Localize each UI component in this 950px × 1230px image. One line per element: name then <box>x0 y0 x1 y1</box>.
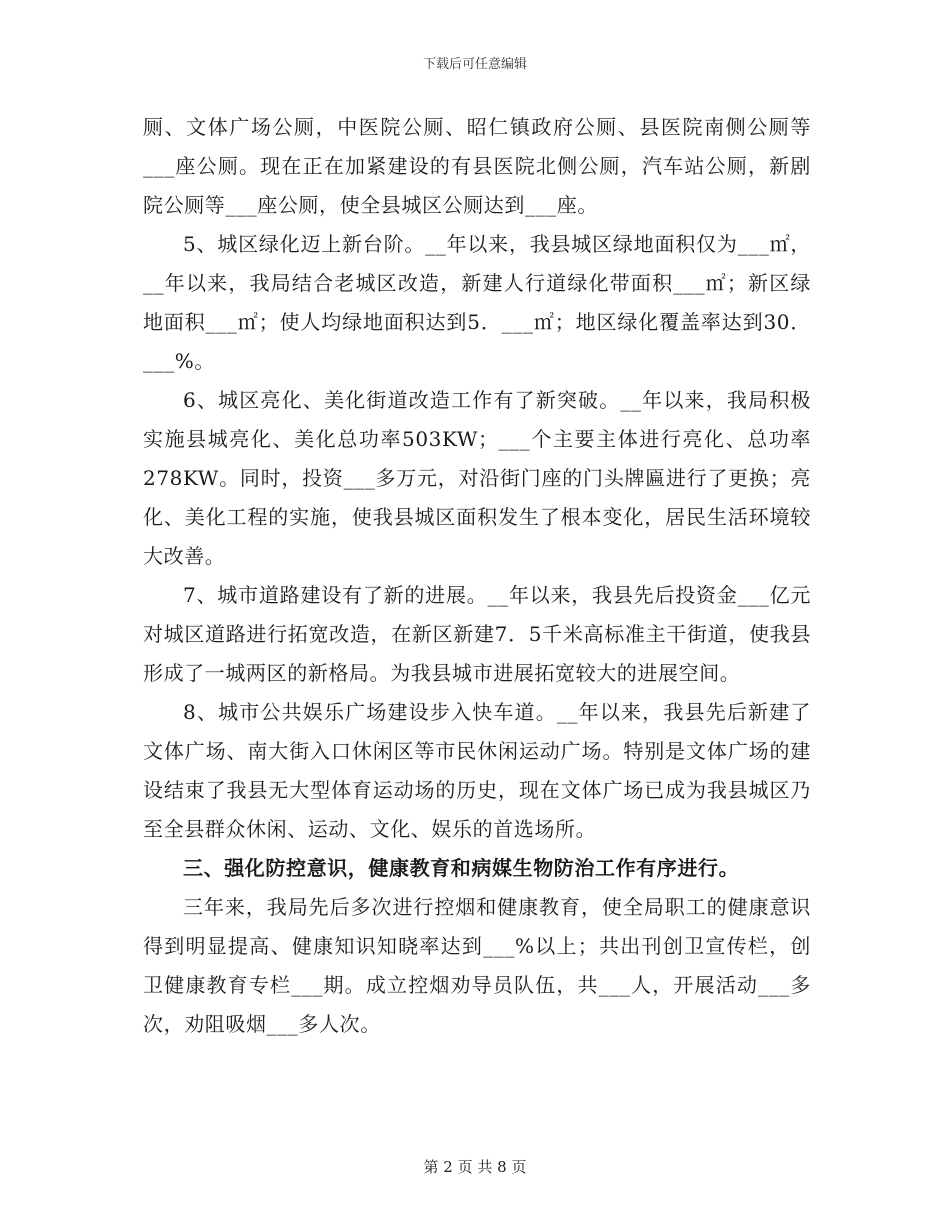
paragraph-health-education: 三年来，我局先后多次进行控烟和健康教育，使全局职工的健康意识得到明显提高、健康知识知晓率达到___%以上；共出刊创卫宣传栏，创卫健康教育专栏___期。成立控烟劝导员队伍，共___人，开展活动___多次，劝阻吸烟___多人次。 <box>143 895 811 1036</box>
page-header-note: 下载后可任意编辑 <box>422 57 527 72</box>
paragraph-roads: 7、城市道路建设有了新的进展。__年以来，我县先后投资金___亿元对城区道路进行拓宽改造，在新区新建7．5千米高标准主干街道，使我县形成了一城两区的新格局。为我县城市进展拓宽较大的进展空间。 <box>143 583 811 685</box>
paragraph-greening: 5、城区绿化迈上新台阶。__年以来，我县城区绿地面积仅为___㎡，__年以来，我局结合老城区改造，新建人行道绿化带面积___㎡；新区绿地面积___㎡；使人均绿地面积达到5．___㎡；地区绿化覆盖率达到30．___%。 <box>143 232 811 373</box>
paragraph-lighting: 6、城区亮化、美化街道改造工作有了新突破。__年以来，我局积极实施县城亮化、美化总功率503KW；___个主要主体进行亮化、总功率278KW。同时，投资___多万元，对沿街门座的门头牌匾进行了更换；亮化、美化工程的实施，使我县城区面积发生了根本变化，居民生活环境较大改善。 <box>143 388 811 568</box>
paragraph-plazas: 8、城市公共娱乐广场建设步入快车道。__年以来，我县先后新建了文体广场、南大街入口休闲区等市民休闲运动广场。特别是文体广场的建设结束了我县无大型体育运动场的历史，现在文体广场已成为我县城区乃至全县群众休闲、运动、文化、娱乐的首选场所。 <box>143 700 811 841</box>
document-body <box>143 108 811 1044</box>
section-heading-3: 三、强化防控意识，健康教育和病媒生物防治工作有序进行。 <box>183 856 740 880</box>
page-number: 第 2 页 共 8 页 <box>423 1158 527 1176</box>
paragraph-intro: 厕、文体广场公厕，中医院公厕、昭仁镇政府公厕、县医院南侧公厕等___座公厕。现在正在加紧建设的有县医院北侧公厕，汽车站公厕，新剧院公厕等___座公厕，使全县城区公厕达到___座。 <box>143 115 811 217</box>
